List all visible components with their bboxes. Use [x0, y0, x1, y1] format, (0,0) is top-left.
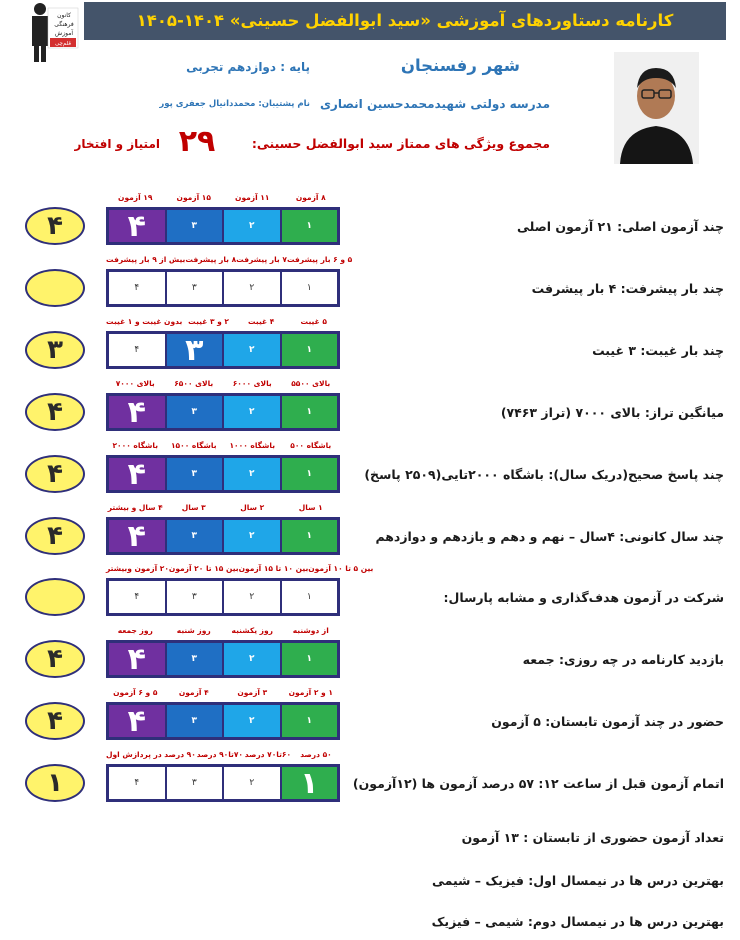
level-label: ۴ آزمون	[178, 688, 209, 697]
level-label: باشگاه ۲۰۰۰	[112, 441, 159, 450]
level-cell: ۱	[282, 272, 338, 304]
row-9-score-strip	[106, 702, 340, 740]
level-cell: ۲	[224, 396, 280, 428]
report-title: کارنامه دستاوردهای آموزشی «سید ابوالفضل حسینی» ۱۴۰۴-۱۴۰۵	[136, 11, 674, 30]
row-8-score-badge: ۴	[25, 640, 85, 678]
level-label: باشگاه ۱۵۰۰	[170, 441, 217, 450]
level-cell: ۳	[167, 210, 223, 242]
level-label: باشگاه ۵۰۰	[290, 441, 332, 450]
level-cell: ۱	[282, 210, 338, 242]
row-5-level-labels	[106, 441, 340, 453]
row-4-score-strip	[106, 393, 340, 431]
level-cell: ۴	[109, 210, 165, 242]
student-photo	[614, 52, 699, 164]
level-cell: ۳	[167, 581, 223, 613]
level-label: ۹۰ درصد در پردازش اول	[106, 750, 196, 759]
level-label: بین ۱۵ تا ۲۰ آزمون	[168, 564, 239, 573]
level-cell: ۳	[167, 520, 223, 552]
row-6-score-strip	[106, 517, 340, 555]
row-1-score-badge: ۴	[25, 207, 85, 245]
level-label: بدون غیبت و ۱ غیبت	[106, 317, 183, 326]
footer-line-summer: تعداد آزمون حضوری از تابستان : ۱۳ آزمون	[461, 830, 724, 845]
row-9-level-labels	[106, 688, 340, 700]
level-label: بیش از ۹ بار پیشرفت	[106, 255, 186, 264]
level-label: بین ۵ تا ۱۰ آزمون	[308, 564, 374, 573]
level-cell: ۱	[282, 458, 338, 490]
row-2-score-badge	[25, 269, 85, 307]
row-2-score-strip	[106, 269, 340, 307]
level-cell: ۲	[224, 210, 280, 242]
row-6-level-labels	[106, 503, 340, 515]
row-8-question: بازدید کارنامه در چه روزی: جمعه	[522, 652, 724, 667]
level-cell: ۳	[167, 396, 223, 428]
level-label: از دوشنبه	[292, 626, 329, 635]
level-cell: ۲	[224, 458, 280, 490]
level-cell: ۲	[224, 520, 280, 552]
level-label: ۶۰تا۷۰ درصد	[244, 750, 292, 759]
row-4-question: میانگین تراز: بالای ۷۰۰۰ (تراز ۷۴۶۳)	[500, 405, 724, 420]
level-cell: ۲	[224, 643, 280, 675]
logo-text-1: کانون	[57, 12, 71, 19]
level-label: بالای ۶۵۰۰	[174, 379, 214, 388]
level-label: ۳ سال	[181, 503, 206, 512]
level-label: بالای ۷۰۰۰	[115, 379, 155, 388]
row-1-level-labels	[106, 193, 340, 205]
level-label: روز جمعه	[117, 626, 153, 635]
logo-text-3: آموزش	[54, 30, 74, 37]
level-cell: ۲	[224, 767, 280, 799]
row-10-score-strip	[106, 764, 340, 802]
total-label: مجموع ویژگی های ممتاز سید ابوالفضل حسینی:	[251, 136, 550, 151]
level-label: ۱۱ آزمون	[235, 193, 270, 202]
row-4-score-badge: ۴	[25, 393, 85, 431]
level-label: بین ۱۰ تا ۱۵ آزمون	[238, 564, 309, 573]
level-label: ۱۹ آزمون	[118, 193, 153, 202]
row-2-level-labels	[106, 255, 353, 267]
row-10-level-labels	[106, 750, 340, 762]
row-7-level-labels	[106, 564, 374, 576]
level-cell: ۴	[109, 272, 165, 304]
total-suffix: امتیاز و افتخار	[74, 137, 160, 151]
level-label: ۵ و ۶ بار پیشرفت	[286, 255, 353, 264]
total-score: ۲۹	[178, 124, 216, 159]
level-label: ۱۵ آزمون	[176, 193, 211, 202]
level-label: ۵۰ درصد	[300, 750, 332, 759]
level-label: ۲ سال	[240, 503, 265, 512]
level-cell: ۱	[282, 767, 338, 799]
grade-label: پایه : دوازدهم تجربی	[186, 60, 310, 74]
row-8-level-labels	[106, 626, 340, 638]
kanoon-logo	[28, 2, 80, 64]
row-3-question: چند بار غیبت: ۳ غیبت	[592, 343, 724, 358]
level-label: بالای ۵۵۰۰	[291, 379, 331, 388]
logo-text-4: قلم‌چی	[54, 41, 72, 47]
level-cell: ۱	[282, 396, 338, 428]
level-label: ۴ غیبت	[247, 317, 275, 326]
row-1-question: چند آزمون اصلی: ۲۱ آزمون اصلی	[516, 219, 724, 234]
level-label: ۱ سال	[298, 503, 323, 512]
level-cell: ۴	[109, 458, 165, 490]
row-5-score-strip	[106, 455, 340, 493]
level-label: ۵ و ۶ آزمون	[113, 688, 158, 697]
row-4-level-labels	[106, 379, 340, 391]
level-cell: ۳	[167, 458, 223, 490]
row-3-score-strip	[106, 331, 340, 369]
level-label: ۱ و ۲ آزمون	[288, 688, 333, 697]
level-cell: ۳	[167, 334, 223, 366]
row-1-score-strip	[106, 207, 340, 245]
level-cell: ۴	[109, 767, 165, 799]
city-label: شهر رفسنجان	[400, 56, 520, 75]
level-cell: ۱	[282, 581, 338, 613]
supporter-label: نام پشتیبان: محمددانیال جعفری پور	[159, 99, 310, 109]
level-cell: ۳	[167, 705, 223, 737]
footer-line-best-second: بهترین درس ها در نیمسال دوم: شیمی – فیزیک	[431, 914, 724, 929]
level-cell: ۴	[109, 581, 165, 613]
level-label: باشگاه ۱۰۰۰	[229, 441, 276, 450]
row-2-question: چند بار پیشرفت: ۴ بار پیشرفت	[531, 281, 724, 296]
row-7-score-strip	[106, 578, 340, 616]
level-cell: ۴	[109, 520, 165, 552]
level-label: روز شنبه	[176, 626, 211, 635]
level-label: ۲۰ آزمون وبیشتر	[106, 564, 169, 573]
row-6-score-badge: ۴	[25, 517, 85, 555]
row-10-question: اتمام آزمون قبل از ساعت ۱۲: ۵۷ درصد آزمون ها (۱۲آزمون)	[352, 776, 724, 791]
level-cell: ۴	[109, 643, 165, 675]
level-label: ۸ بار پیشرفت	[185, 255, 237, 264]
footer-line-best-first: بهترین درس ها در نیمسال اول: فیزیک – شیمی	[432, 873, 724, 888]
level-cell: ۲	[224, 581, 280, 613]
row-8-score-strip	[106, 640, 340, 678]
row-6-question: چند سال کانونی: ۴سال – نهم و دهم و یازدهم و دوازدهم	[375, 529, 724, 544]
level-cell: ۴	[109, 396, 165, 428]
row-7-score-badge	[25, 578, 85, 616]
level-label: ۸ آزمون	[295, 193, 326, 202]
school-label: مدرسه دولتی شهیدمحمدحسین انصاری	[319, 97, 550, 111]
row-3-score-badge: ۳	[25, 331, 85, 369]
level-cell: ۱	[282, 643, 338, 675]
level-label: ۷۰تا۹۰ درصد	[196, 750, 244, 759]
level-label: ۵ غیبت	[300, 317, 327, 326]
row-7-question: شرکت در آزمون هدف‌گذاری و مشابه پارسال:	[443, 590, 724, 605]
level-label: بالای ۶۰۰۰	[232, 379, 272, 388]
level-cell: ۲	[224, 334, 280, 366]
row-3-level-labels	[106, 317, 340, 329]
row-9-question: حضور در چند آزمون تابستان: ۵ آزمون	[491, 714, 724, 729]
level-cell: ۳	[167, 643, 223, 675]
level-cell: ۴	[109, 334, 165, 366]
level-cell: ۱	[282, 334, 338, 366]
row-9-score-badge: ۴	[25, 702, 85, 740]
row-5-score-badge: ۴	[25, 455, 85, 493]
level-label: ۳ آزمون	[237, 688, 268, 697]
level-cell: ۲	[224, 705, 280, 737]
level-cell: ۳	[167, 767, 223, 799]
level-cell: ۲	[224, 272, 280, 304]
level-cell: ۱	[282, 705, 338, 737]
row-10-score-badge: ۱	[25, 764, 85, 802]
level-label: روز یکشنبه	[231, 626, 273, 635]
level-label: ۴ سال و بیشتر	[107, 503, 163, 512]
logo-text-2: فرهنگی	[54, 21, 74, 28]
level-label: ۷ بار پیشرفت	[236, 255, 287, 264]
level-cell: ۳	[167, 272, 223, 304]
row-5-question: چند پاسخ صحیح(دریک سال): باشگاه ۲۰۰۰تایی(۲۵۰۹ پاسخ)	[364, 467, 724, 482]
level-cell: ۴	[109, 705, 165, 737]
level-label: ۲ و ۳ غیبت	[188, 317, 229, 326]
level-cell: ۱	[282, 520, 338, 552]
